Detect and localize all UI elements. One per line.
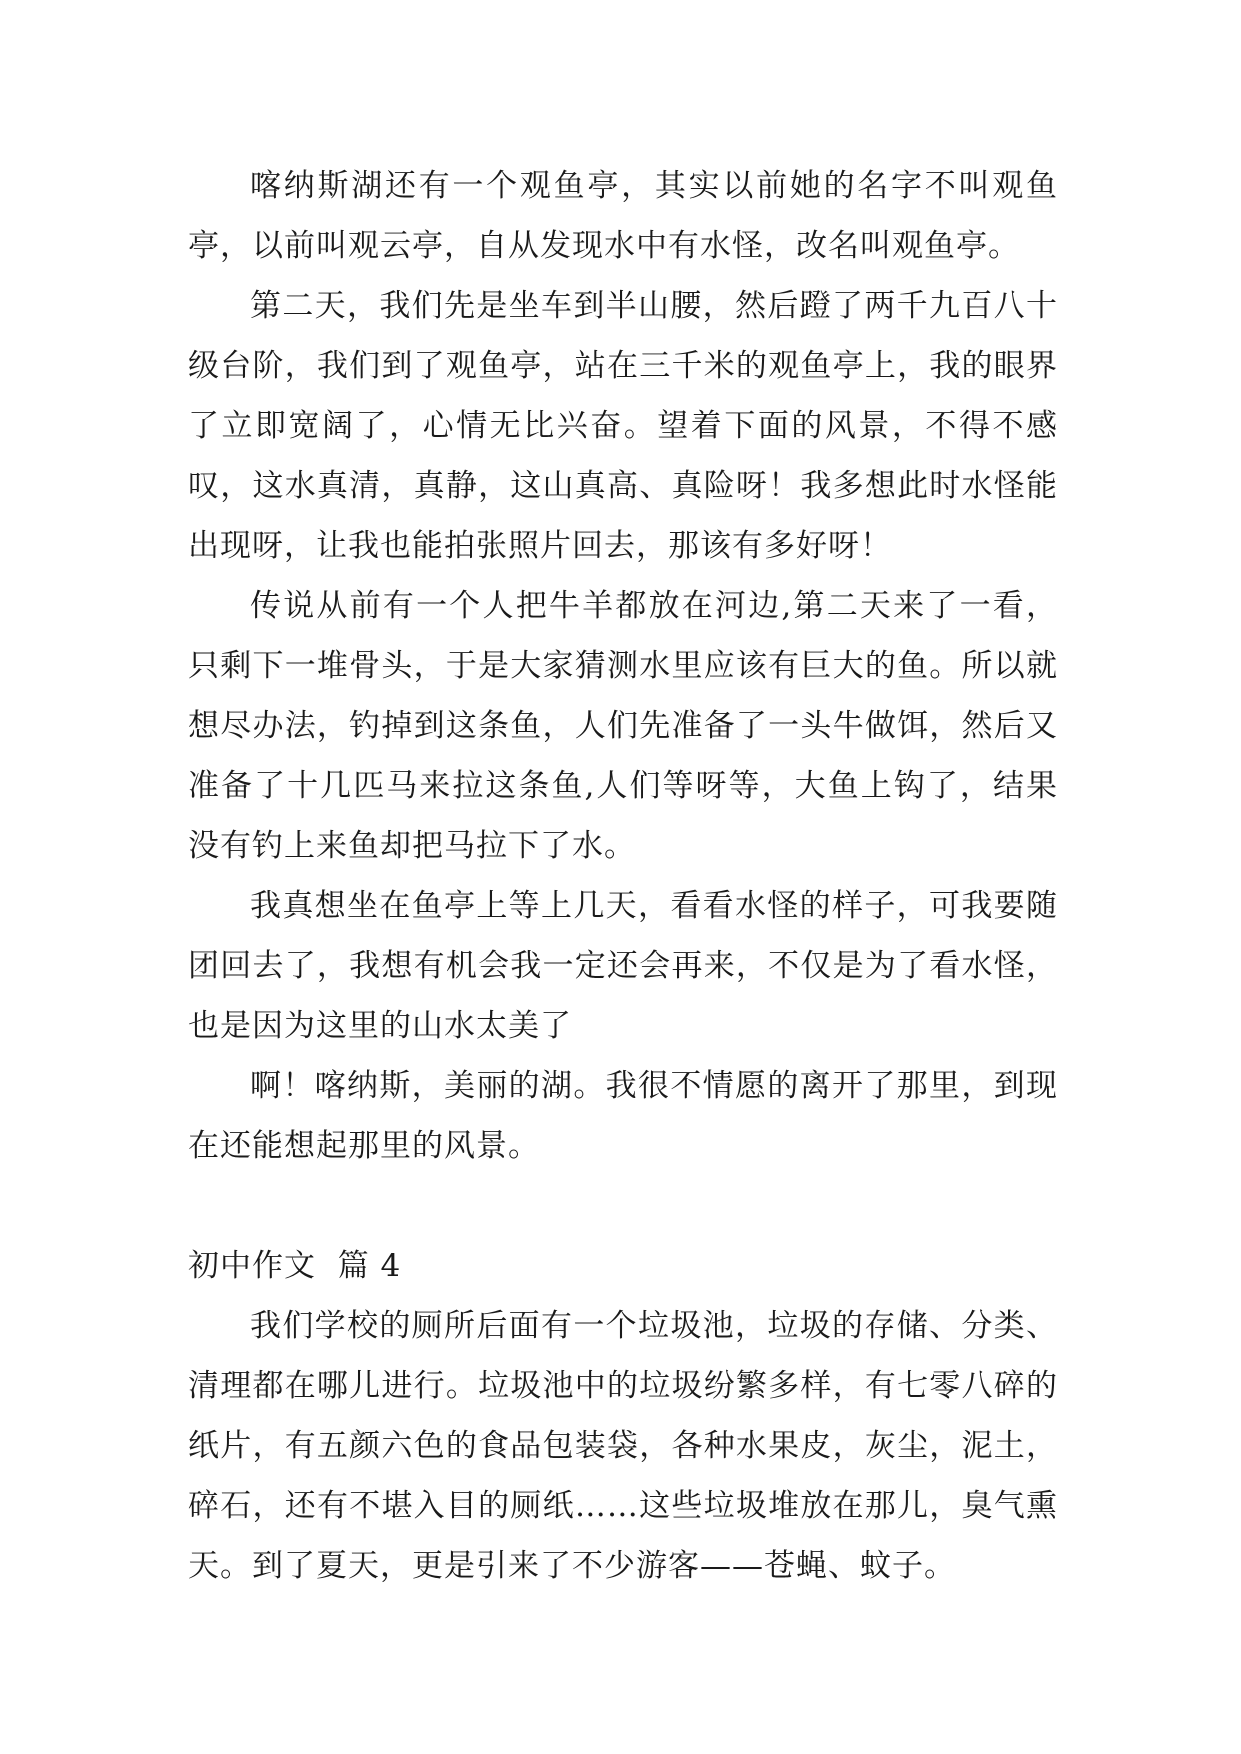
paragraph-farewell: 啊！喀纳斯，美丽的湖。我很不情愿的离开了那里，到现在还能想起那里的风景。 [188, 1068, 1058, 1164]
paragraph-second-day: 第二天，我们先是坐车到半山腰，然后蹬了两千九百八十级台阶，我们到了观鱼亭，站在三千米的观鱼亭上，我的眼界了立即宽阔了，心情无比兴奋。望着下面的风景，不得不感叹，这水真清，真静，这山真高、真险呀！我多想此时水怪能出现呀，让我也能拍张照片回去，那该有多好呀！ [188, 288, 1058, 564]
document-body [188, 156, 1058, 1596]
paragraph-wish: 我真想坐在鱼亭上等上几天，看看水怪的样子，可我要随团回去了，我想有机会我一定还会再来，不仅是为了看水怪，也是因为这里的山水太美了 [188, 888, 1058, 1044]
paragraph-garbage-pool: 我们学校的厕所后面有一个垃圾池，垃圾的存储、分类、清理都在哪儿进行。垃圾池中的垃圾纷繁多样，有七零八碎的纸片，有五颜六色的食品包装袋，各种水果皮，灰尘，泥土，碎石，还有不堪入目的厕纸……这些垃圾堆放在那儿，臭气熏天。到了夏天，更是引来了不少游客——苍蝇、蚊子。 [188, 1308, 1058, 1584]
section-spacer [188, 1176, 1058, 1236]
section-heading: 初中作文 篇 4 [188, 1248, 402, 1284]
paragraph-fish-pavilion: 喀纳斯湖还有一个观鱼亭，其实以前她的名字不叫观鱼亭，以前叫观云亭，自从发现水中有水怪，改名叫观鱼亭。 [188, 168, 1058, 264]
paragraph-legend: 传说从前有一个人把牛羊都放在河边,第二天来了一看，只剩下一堆骨头，于是大家猜测水里应该有巨大的鱼。所以就想尽办法，钓掉到这条鱼，人们先准备了一头牛做饵，然后又准备了十几匹马来拉这条鱼,人们等呀等，大鱼上钩了，结果没有钓上来鱼却把马拉下了水。 [188, 588, 1058, 864]
